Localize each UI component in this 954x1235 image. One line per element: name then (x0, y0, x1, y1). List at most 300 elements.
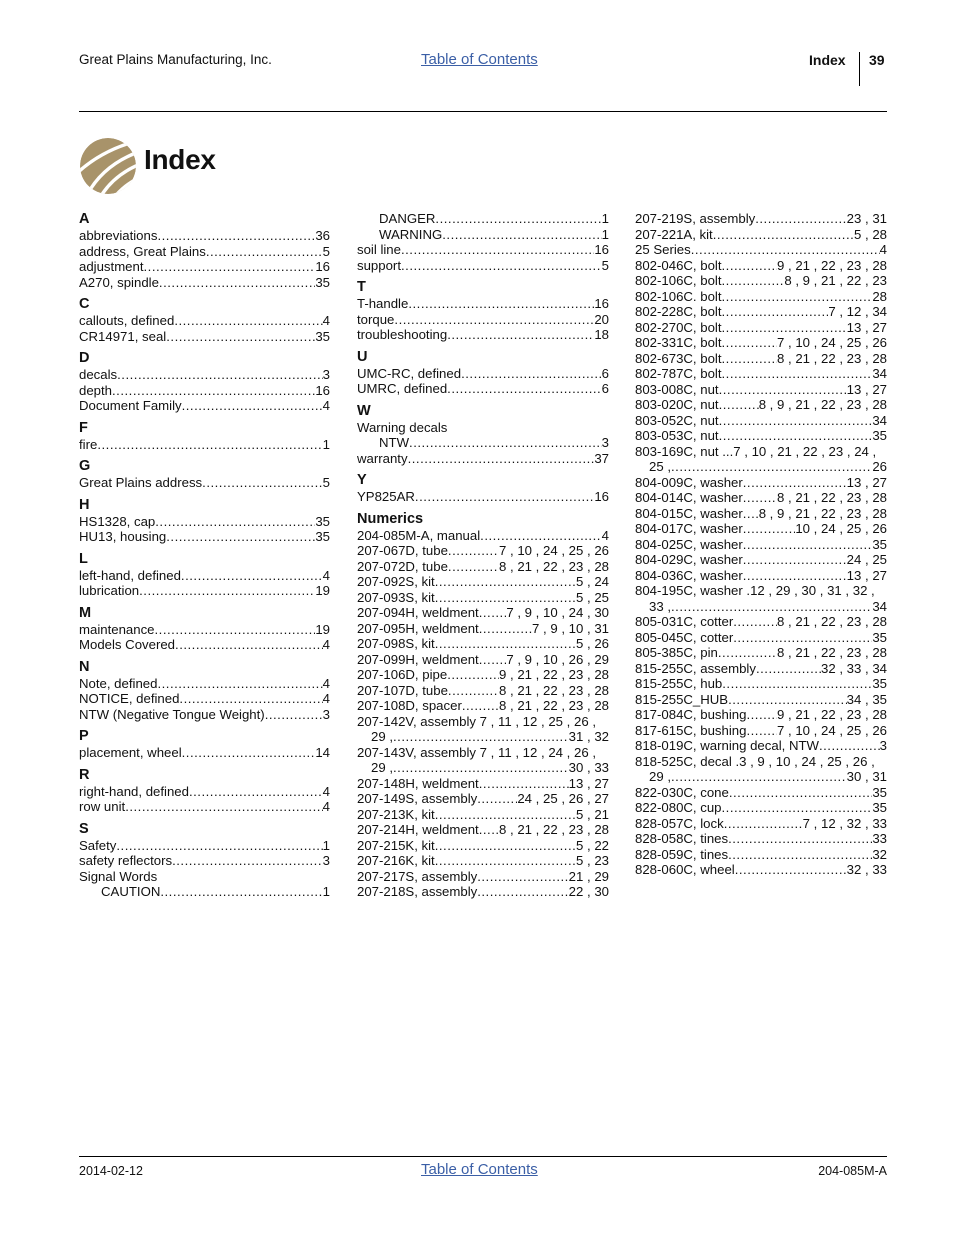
index-entry (635, 382, 887, 398)
index-letter-heading: U (357, 348, 368, 365)
index-entry-pages: 35 (872, 629, 887, 645)
index-entry-leader (743, 552, 847, 568)
index-entry-pages: 19 (315, 621, 330, 637)
index-entry-term: 818-019C, warning decal, NTW (635, 738, 819, 753)
index-entry (635, 645, 887, 661)
index-entry-term: 803-053C, nut (635, 428, 719, 443)
index-entry-term: 207-095H, weldment (357, 620, 479, 636)
index-entry-term: 33 , (649, 598, 671, 614)
index-entry (635, 630, 887, 646)
index-entry-term: 207-213K, kit (357, 806, 435, 822)
index-entry-term: 828-058C, tines (635, 831, 729, 846)
index-entry (357, 327, 609, 343)
index-entry (635, 428, 887, 444)
index-entry-term: 817-615C, bushing (635, 722, 747, 738)
index-entry-leader (479, 605, 507, 621)
index-entry-leader (447, 667, 499, 683)
index-entry-pages: 5 (322, 475, 330, 490)
index-entry-pages: 4 (322, 799, 330, 814)
footer-toc-link[interactable]: Table of Contents (421, 1161, 538, 1178)
index-entry-term: 207-098S, kit (357, 636, 435, 651)
index-entry-pages: 24 , 25 (846, 552, 887, 567)
index-entry-pages: 34 , 35 (846, 691, 887, 707)
index-entry-leader (189, 784, 323, 800)
index-entry-leader (435, 853, 576, 869)
index-entry (79, 884, 330, 900)
index-letter-heading: R (79, 766, 90, 783)
index-entry (79, 398, 330, 414)
index-entry-leader (719, 428, 873, 444)
index-entry-leader (477, 884, 568, 900)
index-entry-term: row unit (79, 799, 126, 814)
index-entry-term: NOTICE, defined (79, 691, 180, 706)
index-entry-term: address, Great Plains (79, 243, 206, 259)
index-entry (79, 329, 330, 345)
index-entry-pages: 4 (322, 691, 330, 706)
index-letter-heading: N (79, 658, 90, 675)
index-entry-label: Warning decals (357, 419, 448, 435)
index-entry (357, 258, 609, 274)
index-entry-pages: 9 , 21 , 22 , 23 , 28 (777, 707, 887, 722)
index-entry-term: 802-787C, bolt (635, 366, 722, 381)
index-entry (357, 853, 609, 869)
index-entry-leader (175, 637, 323, 653)
index-entry-leader (735, 862, 847, 878)
index-entry (79, 514, 330, 530)
index-entry (635, 304, 887, 320)
index-entry-leader (172, 853, 323, 869)
index-entry-pages: 13 , 27 (568, 775, 609, 791)
index-entry-pages: 1 (322, 837, 330, 853)
index-entry-pages: 5 , 28 (854, 226, 887, 242)
index-entry-leader (155, 622, 316, 638)
index-entry-term: 828-059C, tines (635, 846, 729, 862)
index-entry (635, 289, 887, 305)
index-entry (635, 490, 887, 506)
index-entry (357, 574, 609, 590)
index-entry (635, 537, 887, 553)
index-entry-pages: 33 (872, 831, 887, 846)
index-entry-leader (181, 568, 323, 584)
index-entry-term: 804-015C, washer (635, 505, 743, 521)
index-entry-leader (409, 435, 602, 451)
index-entry-term: 804-009C, washer (635, 474, 743, 490)
index-entry-pages: 13 , 27 (846, 567, 887, 583)
index-entry-term: troubleshooting (357, 327, 448, 342)
index-entry (357, 590, 609, 606)
index-entry-term: soil line (357, 242, 401, 257)
index-entry-pages: 8 , 21 , 22 , 23 , 28 (777, 350, 887, 366)
header-toc-link[interactable]: Table of Contents (421, 51, 538, 68)
index-entry-pages: 8 , 21 , 22 , 23 , 28 (777, 614, 887, 629)
index-entry-leader (746, 723, 777, 739)
index-entry-label: Signal Words (79, 868, 158, 884)
index-entry-term: 207-215K, kit (357, 837, 435, 853)
index-entry (635, 723, 887, 739)
index-entry-leader (722, 676, 872, 692)
index-entry-term: CR14971, seal (79, 328, 167, 344)
index-entry (357, 822, 609, 838)
index-entry-leader (479, 652, 507, 668)
index-letter-heading: M (79, 604, 92, 621)
index-entry-leader (728, 847, 872, 863)
index-entry (357, 621, 609, 637)
index-entry-pages: 8 , 9 , 21 , 22 , 23 (784, 273, 887, 288)
index-entry-pages: 9 , 21 , 22 , 23 , 28 (777, 257, 887, 273)
index-letter-heading: S (79, 820, 89, 837)
index-entry-pages: 13 , 27 (846, 381, 887, 397)
index-entry-term: depth (79, 382, 113, 398)
index-letter-heading: D (79, 350, 90, 366)
index-entry-leader (722, 366, 873, 382)
index-entry-pages: 28 (872, 288, 887, 304)
index-entry-term: 29 , (649, 769, 671, 784)
index-letter-heading: T (357, 279, 366, 295)
index-entry-leader (462, 698, 499, 714)
index-entry-leader (179, 691, 322, 707)
index-entry-leader (435, 211, 601, 227)
index-entry (79, 228, 330, 244)
index-entry-leader (722, 304, 829, 320)
index-entry-pages: 37 (594, 450, 609, 466)
index-entry-pages: 8 , 9 , 21 , 22 , 23 , 28 (758, 397, 887, 412)
index-entry-leader (819, 738, 880, 754)
index-entry-leader (479, 776, 569, 792)
index-entry-pages: 35 (315, 328, 330, 344)
index-entry (635, 816, 887, 832)
index-entry-term: 207-149S, assembly (357, 791, 478, 806)
index-entry (357, 559, 609, 575)
index-entry-term: safety reflectors (79, 853, 173, 868)
index-entry (79, 367, 330, 383)
index-entry-term: abbreviations (79, 228, 158, 243)
index-entry-pages: 7 , 10 , 24 , 25 , 26 (777, 335, 887, 350)
index-entry (79, 383, 330, 399)
index-entry-term: 815-255C_HUB (635, 691, 729, 707)
index-entry-pages: 3 (601, 435, 609, 450)
index-entry-leader (408, 296, 594, 312)
index-entry-term: 805-385C, pin (635, 645, 718, 660)
index-entry (635, 692, 887, 708)
index-entry-leader (728, 831, 872, 847)
index-entry-pages: 35 (872, 428, 887, 443)
index-entry-leader (722, 289, 873, 305)
index-entry-pages: 7 , 9 , 10 , 31 (532, 620, 609, 636)
index-entry-pages: 9 , 21 , 22 , 23 , 28 (499, 667, 609, 682)
index-entry-term: maintenance (79, 621, 155, 637)
index-entry-term: 207-148H, weldment (357, 775, 479, 791)
index-entry-term: 822-030C, cone (635, 784, 729, 800)
index-entry-pages: 1 (322, 436, 330, 452)
index-entry-pages: 3 (879, 738, 887, 753)
index-entry-leader (265, 707, 323, 723)
index-letter-heading: Numerics (357, 510, 424, 527)
index-entry-leader (477, 791, 517, 807)
index-entry-leader (97, 437, 322, 453)
index-entry-term: CAUTION (101, 884, 161, 899)
index-entry-label: 207-142V, assembly 7 , 11 , 12 , 25 , 26 , (357, 713, 596, 729)
index-entry-pages: 5 , 21 (576, 806, 609, 822)
index-entry-leader (393, 729, 569, 745)
index-entry (635, 475, 887, 491)
index-letter-heading: C (79, 296, 90, 312)
index-entry-leader (671, 769, 847, 785)
index-entry-label: 818-525C, decal .3 , 9 , 10 , 24 , 25 , 26 , (635, 753, 875, 769)
index-entry-pages: 32 (872, 846, 887, 862)
index-entry-leader (743, 490, 777, 506)
index-entry-term: torque (357, 311, 395, 327)
index-entry-pages: 20 (594, 311, 609, 327)
index-entry-leader (144, 259, 316, 275)
index-entry-pages: 16 (594, 242, 609, 257)
index-entry-leader (202, 475, 323, 491)
index-entry-term: 207-093S, kit (357, 589, 435, 605)
index-column-1 (79, 211, 330, 900)
index-entry-term: 207-106D, pipe (357, 667, 448, 682)
index-entry-term: 207-217S, assembly (357, 868, 478, 884)
index-entry-leader (756, 661, 821, 677)
index-entry (357, 729, 609, 745)
index-entry-pages: 8 , 21 , 22 , 23 , 28 (499, 698, 609, 713)
index-entry-term: 207-094H, weldment (357, 605, 479, 620)
index-entry (635, 459, 887, 475)
index-entry-leader (733, 630, 872, 646)
index-entry-pages: 1 (601, 211, 609, 226)
index-entry-term: UMC-RC, defined (357, 365, 462, 381)
index-entry (357, 381, 609, 397)
index-entry (635, 351, 887, 367)
index-entry-term: Great Plains address (79, 475, 203, 490)
index-entry-pages: 5 , 26 (576, 636, 609, 651)
index-entry-term: 207-216K, kit (357, 853, 435, 868)
index-entry-pages: 22 , 30 (568, 884, 609, 899)
index-entry-pages: 5 , 24 (576, 574, 609, 589)
index-entry-term: 25 , (649, 459, 671, 474)
index-entry (357, 884, 609, 900)
index-entry (79, 475, 330, 491)
index-entry-pages: 5 (322, 243, 330, 259)
index-entry-term: Document Family (79, 398, 182, 413)
index-letter-heading: G (79, 458, 91, 474)
index-entry-term: T-handle (357, 296, 409, 311)
index-entry (357, 869, 609, 885)
index-entry-leader (448, 543, 499, 559)
index-entry-pages: 7 , 10 , 24 , 25 , 26 (499, 543, 609, 558)
index-entry (635, 397, 887, 413)
index-entry-leader (448, 559, 499, 575)
index-entry (635, 227, 887, 243)
index-entry-term: 207-221A, kit (635, 226, 713, 242)
index-entry-pages: 7 , 9 , 10 , 26 , 29 (506, 651, 609, 667)
index-entry-leader (160, 884, 322, 900)
index-entry-term: left-hand, defined (79, 567, 181, 583)
index-entry-pages: 4 (322, 567, 330, 583)
index-entry-leader (447, 381, 602, 397)
index-entry-term: 207-067D, tube (357, 543, 448, 558)
index-entry (635, 738, 887, 754)
index-entry (635, 211, 887, 227)
index-entry-term: callouts, defined (79, 313, 175, 328)
index-entry (79, 853, 330, 869)
index-entry-term: adjustment (79, 259, 144, 274)
index-entry-pages: 3 (322, 853, 330, 868)
index-entry-leader (394, 312, 594, 328)
index-entry-leader (479, 621, 532, 637)
index-entry-pages: 14 (315, 745, 330, 760)
index-entry (635, 242, 887, 258)
index-entry (79, 707, 330, 723)
index-entry-leader (691, 242, 880, 258)
index-entry-leader (743, 568, 847, 584)
index-entry-term: 207-219S, assembly (635, 211, 756, 226)
index-entry-leader (125, 799, 322, 815)
index-entry (357, 838, 609, 854)
index-entry (357, 242, 609, 258)
index-entry-leader (174, 313, 322, 329)
index-entry-leader (722, 335, 778, 351)
index-entry-leader (159, 275, 315, 291)
index-entry-pages: 21 , 29 (568, 868, 609, 884)
index-entry-pages: 35 (872, 536, 887, 552)
index-entry-term: 207-099H, weldment (357, 651, 479, 667)
index-entry (635, 506, 887, 522)
index-entry-term: NTW (379, 435, 410, 450)
index-entry-leader (722, 320, 847, 336)
index-entry (79, 568, 330, 584)
header-rule (79, 111, 887, 112)
index-entry-term: 803-052C, nut (635, 412, 719, 428)
index-entry (357, 543, 609, 559)
index-entry-leader (206, 244, 323, 260)
index-entry (357, 435, 609, 451)
index-letter-heading: L (79, 550, 88, 567)
index-entry-term: 804-029C, washer (635, 552, 743, 567)
index-entry-term: 29 , (371, 760, 393, 775)
index-entry-term: Note, defined (79, 675, 158, 691)
index-entry-pages: 8 , 21 , 22 , 23 , 28 (777, 490, 887, 505)
index-entry-term: 802-106C. bolt (635, 288, 722, 304)
index-entry-pages: 8 , 21 , 22 , 23 , 28 (499, 558, 609, 574)
index-entry-term: 802-270C, bolt (635, 319, 722, 335)
great-plains-logo-icon (79, 137, 137, 195)
index-entry-pages: 4 (322, 783, 330, 799)
index-entry-leader (435, 636, 576, 652)
index-entry-pages: 7 , 12 , 34 (828, 304, 887, 319)
index-entry-pages: 6 (601, 381, 609, 396)
index-entry-term: UMRC, defined (357, 381, 448, 396)
index-entry-term: 25 Series (635, 242, 691, 257)
index-entry-term: 815-255C, assembly (635, 660, 756, 676)
index-entry (79, 838, 330, 854)
index-entry-leader (435, 807, 576, 823)
index-entry-pages: 10 , 24 , 25 , 26 (795, 521, 887, 536)
index-entry (635, 707, 887, 723)
index-entry (635, 335, 887, 351)
index-entry-leader (182, 745, 316, 761)
index-entry-pages: 8 , 21 , 22 , 23 , 28 (499, 822, 609, 837)
index-entry (357, 312, 609, 328)
index-entry-pages: 3 (322, 367, 330, 382)
index-entry (357, 366, 609, 382)
index-entry-leader (722, 258, 778, 274)
index-entry-pages: 32 , 33 (846, 862, 887, 877)
index-entry-pages: 13 , 27 (846, 319, 887, 335)
index-entry (635, 800, 887, 816)
index-entry (79, 583, 330, 599)
index-entry-term: 805-045C, cotter (635, 629, 734, 645)
index-entry-leader (157, 676, 322, 692)
index-entry-term: 804-017C, washer (635, 521, 743, 536)
index-entry-pages: 8 , 21 , 22 , 23 , 28 (499, 682, 609, 698)
index-entry-leader (671, 599, 872, 615)
header-page-number: 39 (869, 52, 885, 68)
index-entry-term: 204-085M-A, manual (357, 527, 481, 543)
index-entry-leader (746, 707, 777, 723)
index-entry-label: 803-169C, nut ...7 , 10 , 21 , 22 , 23 , 24 , (635, 443, 877, 459)
index-letter-heading: H (79, 496, 90, 513)
index-entry (357, 227, 609, 243)
index-entry-pages: 35 (315, 274, 330, 290)
index-entry-pages: 35 (872, 800, 887, 815)
index-entry (635, 521, 887, 537)
index-entry-pages: 24 , 25 , 26 , 27 (517, 791, 609, 806)
index-entry-leader (166, 529, 315, 545)
index-entry-term: NTW (Negative Tongue Weight) (79, 706, 265, 722)
index-entry-pages: 16 (594, 489, 609, 504)
index-entry-term: Safety (79, 837, 117, 853)
index-entry (635, 676, 887, 692)
index-letter-heading: P (79, 728, 89, 744)
index-entry-term: 207-108D, spacer (357, 698, 462, 713)
index-entry-leader (155, 514, 315, 530)
index-entry-leader (724, 816, 803, 832)
index-entry (79, 437, 330, 453)
index-entry-pages: 18 (594, 327, 609, 342)
index-entry-term: 207-072D, tube (357, 558, 448, 574)
index-entry (635, 769, 887, 785)
index-entry-term: 207-107D, tube (357, 682, 448, 698)
index-entry-leader (116, 838, 322, 854)
index-entry-pages: 36 (315, 228, 330, 243)
index-entry-term: 29 , (371, 729, 393, 744)
index-entry-term: 802-046C, bolt (635, 257, 722, 273)
index-entry (635, 552, 887, 568)
index-entry-term: 802-106C, bolt (635, 273, 722, 288)
index-entry-term: Models Covered (79, 637, 176, 652)
index-entry-term: 207-214H, weldment (357, 822, 479, 837)
index-entry-pages: 19 (315, 583, 330, 598)
index-entry-leader (461, 366, 602, 382)
index-entry-leader (139, 583, 315, 599)
index-entry (79, 275, 330, 291)
index-entry-pages: 30 , 31 (846, 769, 887, 784)
header-section-name: Index (809, 52, 846, 68)
index-entry (357, 776, 609, 792)
index-entry-term: A270, spindle (79, 274, 159, 290)
index-entry-leader (157, 228, 315, 244)
index-entry-leader (401, 242, 594, 258)
index-entry (635, 599, 887, 615)
index-letter-heading: W (357, 402, 371, 419)
index-entry (79, 799, 330, 815)
index-entry-term: HU13, housing (79, 529, 167, 544)
index-entry-term: 828-057C, lock (635, 815, 724, 831)
index-entry (79, 259, 330, 275)
index-entry-term: 803-020C, nut (635, 397, 719, 412)
index-entry-term: right-hand, defined (79, 783, 189, 799)
index-entry-pages: 8 , 21 , 22 , 23 , 28 (777, 645, 887, 660)
index-letter-heading: Y (357, 472, 367, 488)
